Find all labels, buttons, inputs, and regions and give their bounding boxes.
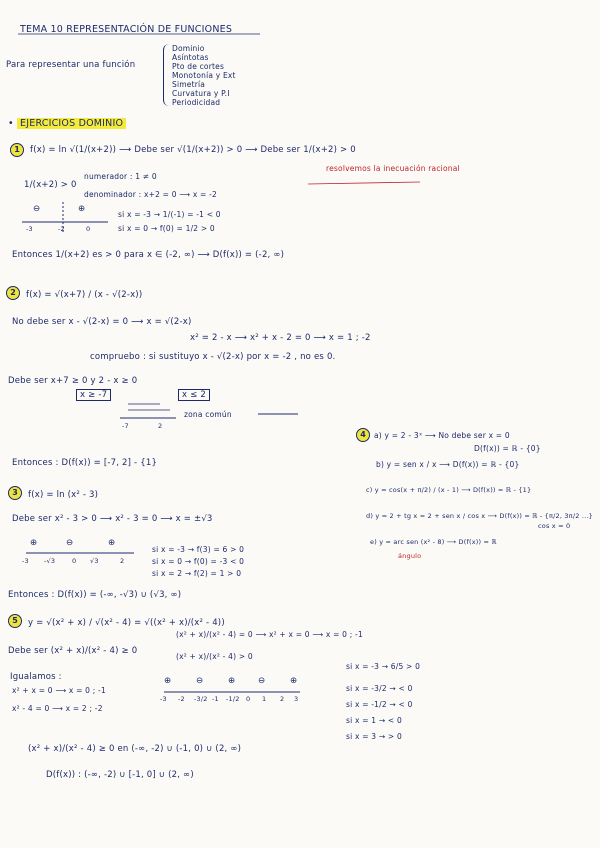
ex2-line1: f(x) = √(x+7) / (x - √(2-x)) (26, 290, 143, 300)
sign-plus: ⊕ (228, 676, 236, 686)
list-item: Pto de cortes (172, 62, 225, 71)
axis-point: -√3 (44, 557, 56, 565)
ex1-numerator: numerador : 1 ≠ 0 (84, 172, 157, 181)
ex5-igualamos: Igualamos : (10, 672, 62, 682)
ex4-a: a) y = 2 - 3ˣ ⟶ No debe ser x = 0 (374, 431, 510, 440)
ex5-line1b: (x² + x)/(x² - 4) = 0 ⟶ x² + x = 0 ⟶ x = 0 ; -1 (176, 630, 363, 639)
ex3-result: Entonces : D(f(x)) = (-∞, -√3) ∪ (√3, ∞) (8, 590, 182, 600)
ex5-test2: si x = -3/2 → < 0 (346, 684, 413, 693)
exercise-number-4: 4 (356, 428, 370, 442)
ex2-cond2: x ≤ 2 (178, 389, 210, 401)
ex2-cond1: x ≥ -7 (76, 389, 111, 401)
sign-plus: ⊕ (30, 538, 38, 548)
ex5-result1: (x² + x)/(x² - 4) ≥ 0 en (-∞, -2) ∪ (-1, 0) ∪ (2, ∞) (28, 744, 242, 754)
ex5-eq2: x² - 4 = 0 ⟶ x = 2 ; -2 (12, 704, 103, 713)
axis-point: -3 (22, 557, 29, 565)
axis-point: 2 (280, 695, 285, 703)
sign-minus: ⊖ (66, 538, 74, 548)
axis-point: 0 (86, 225, 91, 233)
exercise-number-2: 2 (6, 286, 20, 300)
ex4-d-note: cos x = 0 (538, 522, 571, 530)
ex5-result2: D(f(x)) : (-∞, -2) ∪ [-1, 0] ∪ (2, ∞) (46, 770, 194, 780)
ex1-test2: si x = 0 → f(0) = 1/2 > 0 (118, 224, 215, 233)
sign-minus: ⊖ (258, 676, 266, 686)
ex1-test1: si x = -3 → 1/(-1) = -1 < 0 (118, 210, 221, 219)
ex4-e: e) y = arc sen (x² - 8) ⟶ D(f(x)) = ℝ (370, 538, 497, 546)
ex5-test1: si x = -3 → 6/5 > 0 (346, 662, 421, 671)
ex2-line2: No debe ser x - √(2-x) = 0 ⟶ x = √(2-x) (12, 317, 192, 327)
axis-point: 0 (72, 557, 77, 565)
sign-plus: ⊕ (290, 676, 298, 686)
axis-point: 2 (158, 422, 163, 430)
ex5-test3: si x = -1/2 → < 0 (346, 700, 413, 709)
ex3-line1: f(x) = ln (x² - 3) (28, 490, 99, 500)
list-item: Periodicidad (172, 98, 221, 107)
exercise-number-5: 5 (8, 614, 22, 628)
exercise-number-3: 3 (8, 486, 22, 500)
axis-point: √3 (90, 557, 99, 565)
ex2-result: Entonces : D(f(x)) = [-7, 2] - {1} (12, 458, 158, 468)
ex5-line2b: (x² + x)/(x² - 4) > 0 (176, 652, 253, 661)
exercise-number-1: 1 (10, 143, 24, 157)
ex5-line1: y = √(x² + x) / √(x² - 4) = √((x² + x)/(x² - 4)) (28, 618, 225, 628)
ex3-test1: si x = -3 → f(3) = 6 > 0 (152, 545, 245, 554)
ex1-line1: f(x) = ln √(1/(x+2)) ⟶ Debe ser √(1/(x+2)) > 0 ⟶ Debe ser 1/(x+2) > 0 (30, 145, 356, 155)
page-title: TEMA 10 REPRESENTACIÓN DE FUNCIONES (20, 24, 233, 35)
ex2-line4: Debe ser x+7 ≥ 0 y 2 - x ≥ 0 (8, 376, 138, 386)
axis-point: -1 (212, 695, 219, 703)
axis-point: -3 (160, 695, 167, 703)
ex4-a-domain: D(f(x)) = ℝ - {0} (474, 444, 541, 453)
axis-point: -7 (122, 422, 129, 430)
list-item: Monotonía y Ext (172, 71, 236, 80)
axis-point: 1 (262, 695, 267, 703)
ex5-line2: Debe ser (x² + x)/(x² - 4) ≥ 0 (8, 646, 138, 656)
ex3-test3: si x = 2 → f(2) = 1 > 0 (152, 569, 242, 578)
sign-minus: ⊖ (33, 204, 41, 214)
ex1-note: resolvemos la inecuación racional (326, 164, 460, 173)
ex4-d: d) y = 2 + tg x = 2 + sen x / cos x ⟶ D(f(x)) = ℝ - {π/2, 3π/2 ...} (366, 512, 593, 520)
intro-lead: Para representar una función (6, 60, 136, 70)
axis-point: 0 (246, 695, 251, 703)
ex4-b: b) y = sen x / x ⟶ D(f(x)) = ℝ - {0} (376, 460, 520, 469)
ex2-check: compruebo : si sustituyo x - √(2-x) por x = -2 , no es 0. (90, 352, 336, 362)
ex1-denominator: denominador : x+2 = 0 ⟶ x = -2 (84, 190, 217, 199)
sign-plus: ⊕ (108, 538, 116, 548)
list-item: Curvatura y P.I (172, 89, 230, 98)
sign-plus: ⊕ (78, 204, 86, 214)
sign-plus: ⊕ (164, 676, 172, 686)
axis-point: 2 (120, 557, 125, 565)
axis-point: -2 (178, 695, 185, 703)
ex3-test2: si x = 0 → f(0) = -3 < 0 (152, 557, 245, 566)
axis-point: -3 (26, 225, 33, 233)
axis-point: -1/2 (226, 695, 240, 703)
axis-point: -2 (58, 225, 65, 233)
ex2-common-zone: zona común (184, 410, 232, 419)
brace (163, 44, 172, 106)
axis-point: 3 (294, 695, 299, 703)
ex1-fraction: 1/(x+2) > 0 (24, 180, 77, 190)
ex2-line3: x² = 2 - x ⟶ x² + x - 2 = 0 ⟶ x = 1 ; -2 (190, 333, 371, 343)
axis-point: -3/2 (194, 695, 208, 703)
list-item: Simetría (172, 80, 206, 89)
ex4-e-note: ángulo (398, 552, 422, 560)
ex5-test5: si x = 3 → > 0 (346, 732, 402, 741)
section-title: • EJERCICIOS DOMINIO (8, 118, 126, 129)
section-title-text: EJERCICIOS DOMINIO (17, 118, 126, 129)
ex1-result: Entonces 1/(x+2) es > 0 para x ∈ (-2, ∞) ⟶ D(f(x)) = (-2, ∞) (12, 250, 285, 260)
list-item: Asíntotas (172, 53, 209, 62)
ex5-eq1: x² + x = 0 ⟶ x = 0 ; -1 (12, 686, 106, 695)
ex4-c: c) y = cos(x + π/2) / (x - 1) ⟶ D(f(x)) = ℝ - {1} (366, 486, 532, 494)
sign-minus: ⊖ (196, 676, 204, 686)
ex3-line2: Debe ser x² - 3 > 0 ⟶ x² - 3 = 0 ⟶ x = ±√3 (12, 514, 213, 524)
ex5-test4: si x = 1 → < 0 (346, 716, 402, 725)
list-item: Dominio (172, 44, 205, 53)
